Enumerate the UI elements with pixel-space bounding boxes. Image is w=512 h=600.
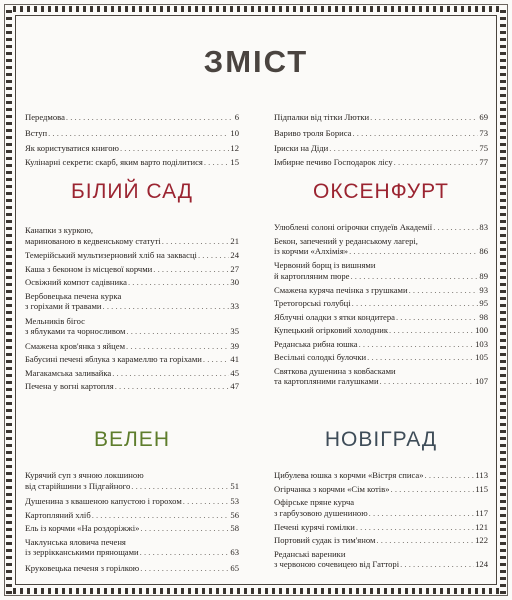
leader-dots — [198, 250, 229, 261]
toc-page-number: 45 — [230, 367, 239, 378]
leader-dots — [367, 352, 474, 363]
toc-page-number: 89 — [479, 270, 488, 281]
leader-dots — [48, 128, 229, 139]
toc-entry-title: маринованою в кедвенському статуті — [25, 235, 161, 246]
leader-dots — [126, 326, 229, 337]
toc-entry-title: Магакамська заливайка — [25, 367, 112, 378]
toc-page-number: 105 — [475, 352, 488, 362]
leader-dots — [329, 143, 478, 154]
toc-entry-title: Канапки з куркою, — [25, 225, 94, 235]
toc-page-number: 41 — [230, 354, 239, 364]
toc-entry-title: Улюблені солоні огірочки спудеїв Академії — [274, 222, 433, 232]
toc-page-number: 30 — [230, 277, 239, 287]
toc-entry — [274, 260, 488, 281]
toc-entry — [274, 339, 488, 350]
toc-entry-title: Імбирне печиво Господарок лісу — [274, 157, 393, 167]
toc-entry-title: Портовий судак із тим'яном — [274, 535, 376, 545]
toc-entry-title: Реданська рибна юшка — [274, 338, 358, 349]
toc-entry — [274, 470, 488, 481]
toc-page-number: 51 — [230, 480, 239, 491]
toc-entry — [274, 112, 488, 123]
toc-entry — [274, 484, 488, 495]
toc-entry — [274, 549, 488, 570]
leader-dots — [391, 484, 475, 495]
leader-dots — [203, 354, 230, 365]
toc-page-number: 15 — [230, 157, 239, 167]
leader-dots — [183, 496, 230, 507]
leader-dots — [376, 535, 474, 546]
toc-page-number: 121 — [475, 521, 488, 532]
leader-dots — [351, 271, 479, 282]
toc-entry-title: Освіжний компот садівника — [25, 277, 127, 287]
leader-dots — [153, 264, 229, 275]
toc-page-number: 77 — [479, 157, 488, 167]
toc-entry-title: Бабусині печені яблука з карамеллю та горіхами — [25, 354, 202, 364]
toc-entry — [25, 316, 239, 337]
toc-page-number: 58 — [230, 523, 239, 533]
toc-entry-title: Офірське пряне курча — [274, 497, 355, 507]
leader-dots — [204, 157, 230, 168]
leader-dots — [400, 559, 474, 570]
toc-entry-title: Кулінарні секрети: скарб, яким варто поділитися — [25, 157, 203, 167]
toc-entry-title: від старійшини з Підгайного — [25, 480, 131, 491]
toc-page-number: 75 — [479, 143, 488, 153]
toc-entry — [25, 381, 239, 392]
leader-dots — [92, 510, 230, 521]
toc-entry — [274, 236, 488, 257]
leader-dots — [369, 508, 475, 519]
toc-entry — [25, 537, 239, 558]
leader-dots — [115, 381, 230, 392]
toc-entry — [25, 277, 239, 288]
toc-entry — [274, 497, 488, 518]
toc-entry-title: Червоний борщ із вишнями — [274, 260, 376, 270]
toc-entry-title: Іриски на Діди — [274, 143, 329, 153]
toc-entry-title: Печена у вогні картопля — [25, 381, 114, 391]
toc-entry — [25, 264, 239, 275]
toc-page-number: 93 — [479, 284, 488, 295]
leader-dots — [66, 112, 234, 123]
toc-page-number: 83 — [479, 222, 488, 232]
toc-entry-title: Вариво троля Бориса — [274, 128, 352, 138]
section-heading-novigrad: НОВІГРАД — [324, 428, 438, 451]
toc-entry — [274, 522, 488, 533]
frame-border-top — [6, 6, 506, 12]
leader-dots — [352, 128, 478, 139]
toc-entry — [25, 470, 239, 491]
toc-entry-title: Цибулева юшка з корчми «Вістря списа» — [274, 470, 424, 480]
toc-page-number: 53 — [230, 496, 239, 506]
leader-dots — [140, 523, 229, 534]
toc-entry — [274, 312, 488, 323]
toc-entry-title: Мельників бігос — [25, 315, 85, 326]
toc-entry-title: Смажена курячa печінка з грушками — [274, 284, 408, 295]
toc-entry — [25, 523, 239, 534]
toc-entry-title: із корчми «Алхімія» — [274, 246, 349, 256]
toc-entry-title: Картопляний хліб — [25, 509, 91, 520]
toc-page-number: 115 — [475, 483, 488, 494]
toc-entry-title: Каша з беконом із місцевої корчми — [25, 263, 153, 274]
toc-entry-title: Реданські вареники — [274, 548, 346, 559]
toc-entry — [25, 157, 239, 168]
leader-dots — [349, 246, 478, 257]
leader-dots — [162, 236, 230, 247]
toc-page-number: 124 — [475, 559, 488, 569]
leader-dots — [433, 222, 478, 233]
toc-entry-title: та картопляними галушками — [274, 376, 379, 386]
toc-page-number: 56 — [230, 509, 239, 520]
toc-entry — [274, 535, 488, 546]
toc-page-number: 86 — [479, 246, 488, 256]
toc-page-number: 47 — [230, 381, 239, 391]
leader-dots — [389, 325, 474, 336]
toc-entry-title: Круковецька печеня з горілкою — [25, 562, 140, 573]
toc-entry — [25, 250, 239, 261]
toc-entry-title: Темерійський мультизерновий хліб на заквасці — [25, 250, 197, 260]
page-title: ЗМІСТ — [203, 44, 309, 79]
toc-entry — [25, 128, 239, 139]
toc-entry — [274, 157, 488, 168]
toc-page-number: 69 — [479, 112, 488, 122]
toc-entry — [25, 112, 239, 123]
toc-entry — [274, 143, 488, 154]
toc-entry-title: Яблучні оладки з ятки кондитера — [274, 311, 395, 322]
leader-dots — [128, 277, 229, 288]
toc-page-number: 65 — [230, 562, 239, 573]
toc-entry — [25, 510, 239, 521]
toc-page-number: 6 — [234, 112, 239, 122]
toc-entry — [25, 143, 239, 154]
leader-dots — [356, 522, 474, 533]
toc-page-number: 10 — [230, 128, 239, 138]
toc-entry — [25, 341, 239, 352]
leader-dots — [103, 301, 230, 312]
toc-entry-title: Ель із корчми «На роздоріжжі» — [25, 523, 140, 533]
toc-entry-title: Огірчанка з корчми «Сім котів» — [274, 483, 390, 494]
toc-entry-title: Передмова — [25, 112, 65, 122]
toc-page-number: 95 — [479, 298, 488, 308]
leader-dots — [352, 298, 479, 309]
toc-entry — [274, 298, 488, 309]
toc-entry-title: Як користуватися книгою — [25, 143, 119, 153]
frame-border-bottom — [6, 588, 506, 594]
toc-entry-title: з яблуками та чорносливом — [25, 326, 126, 336]
toc-page-number: 21 — [230, 235, 239, 246]
leader-dots — [370, 112, 478, 123]
leader-dots — [425, 470, 475, 481]
leader-dots — [140, 547, 230, 558]
toc-entry — [274, 352, 488, 363]
leader-dots — [126, 341, 229, 352]
toc-entry-title: Чаклунська яловича печеня — [25, 536, 126, 547]
toc-page-number: 12 — [230, 143, 239, 153]
leader-dots — [359, 339, 474, 350]
toc-entry — [274, 222, 488, 233]
section-heading-velen: ВЕЛЕН — [94, 428, 170, 451]
toc-page-number: 103 — [475, 338, 488, 349]
leader-dots — [140, 563, 229, 574]
toc-page-number: 39 — [230, 340, 239, 351]
toc-entry-title: Вступ — [25, 128, 48, 138]
leader-dots — [409, 285, 479, 296]
toc-entry-title: Вербовецька печена курка — [25, 290, 122, 301]
toc-entry — [274, 285, 488, 296]
toc-page-number: 100 — [475, 325, 488, 335]
toc-entry-title: з горіхами й травами — [25, 301, 102, 311]
leader-dots — [120, 143, 229, 154]
toc-entry-title: Святкова душенина з ковбасками — [274, 365, 396, 376]
toc-entry — [274, 325, 488, 336]
toc-entry-title: із зеррікканськими прянощами — [25, 547, 139, 557]
leader-dots — [396, 312, 478, 323]
toc-page-number: 117 — [475, 507, 488, 518]
toc-entry-title: й картопляним пюре — [274, 270, 350, 281]
toc-entry — [25, 354, 239, 365]
toc-entry — [25, 563, 239, 574]
toc-page-number: 122 — [475, 535, 488, 545]
leader-dots — [131, 481, 229, 492]
toc-entry-title: Купецький огірковий холодник — [274, 325, 389, 335]
section-heading-bilyi-sad: БІЛИЙ САД — [70, 180, 194, 203]
frame-border-right — [500, 6, 506, 594]
toc-page-number: 107 — [475, 376, 488, 386]
toc-page-number: 63 — [230, 547, 239, 557]
toc-entry — [25, 225, 239, 246]
toc-page-number: 24 — [230, 250, 239, 260]
toc-entry — [274, 366, 488, 387]
toc-entry-title: Смажена кров'янка з яйцем — [25, 340, 126, 351]
toc-entry — [25, 291, 239, 312]
toc-entry-title: з гарбузовою душениною — [274, 507, 368, 518]
frame-border-left — [6, 6, 12, 594]
toc-entry — [25, 496, 239, 507]
toc-entry-title: Весільні солодкі булочки — [274, 352, 367, 362]
toc-entry-title: Курячий суп з ячною локшиною — [25, 470, 144, 480]
toc-page-number: 33 — [230, 301, 239, 311]
toc-page-number: 35 — [230, 326, 239, 336]
toc-entry-title: з червоною сочевицею від Гатторі — [274, 559, 400, 569]
toc-page-number: 113 — [475, 470, 488, 480]
toc-entry-title: Печені курячі гомілки — [274, 521, 355, 532]
toc-entry — [25, 368, 239, 379]
toc-entry-title: Бекон, запечений у реданському лагері, — [274, 235, 418, 246]
section-heading-oksenfurt: ОКСЕНФУРТ — [313, 180, 449, 203]
leader-dots — [380, 376, 475, 387]
toc-entry-title: Душенина з квашеною капустою і горохом — [25, 496, 182, 506]
toc-entry-title: Підпалки від тітки Лютки — [274, 112, 370, 122]
toc-page-number: 27 — [230, 263, 239, 274]
toc-entry — [274, 128, 488, 139]
toc-page-number: 98 — [479, 311, 488, 322]
toc-entry-title: Третогорські голубці — [274, 298, 351, 308]
leader-dots — [394, 157, 479, 168]
toc-page-number: 73 — [479, 128, 488, 138]
leader-dots — [112, 368, 229, 379]
